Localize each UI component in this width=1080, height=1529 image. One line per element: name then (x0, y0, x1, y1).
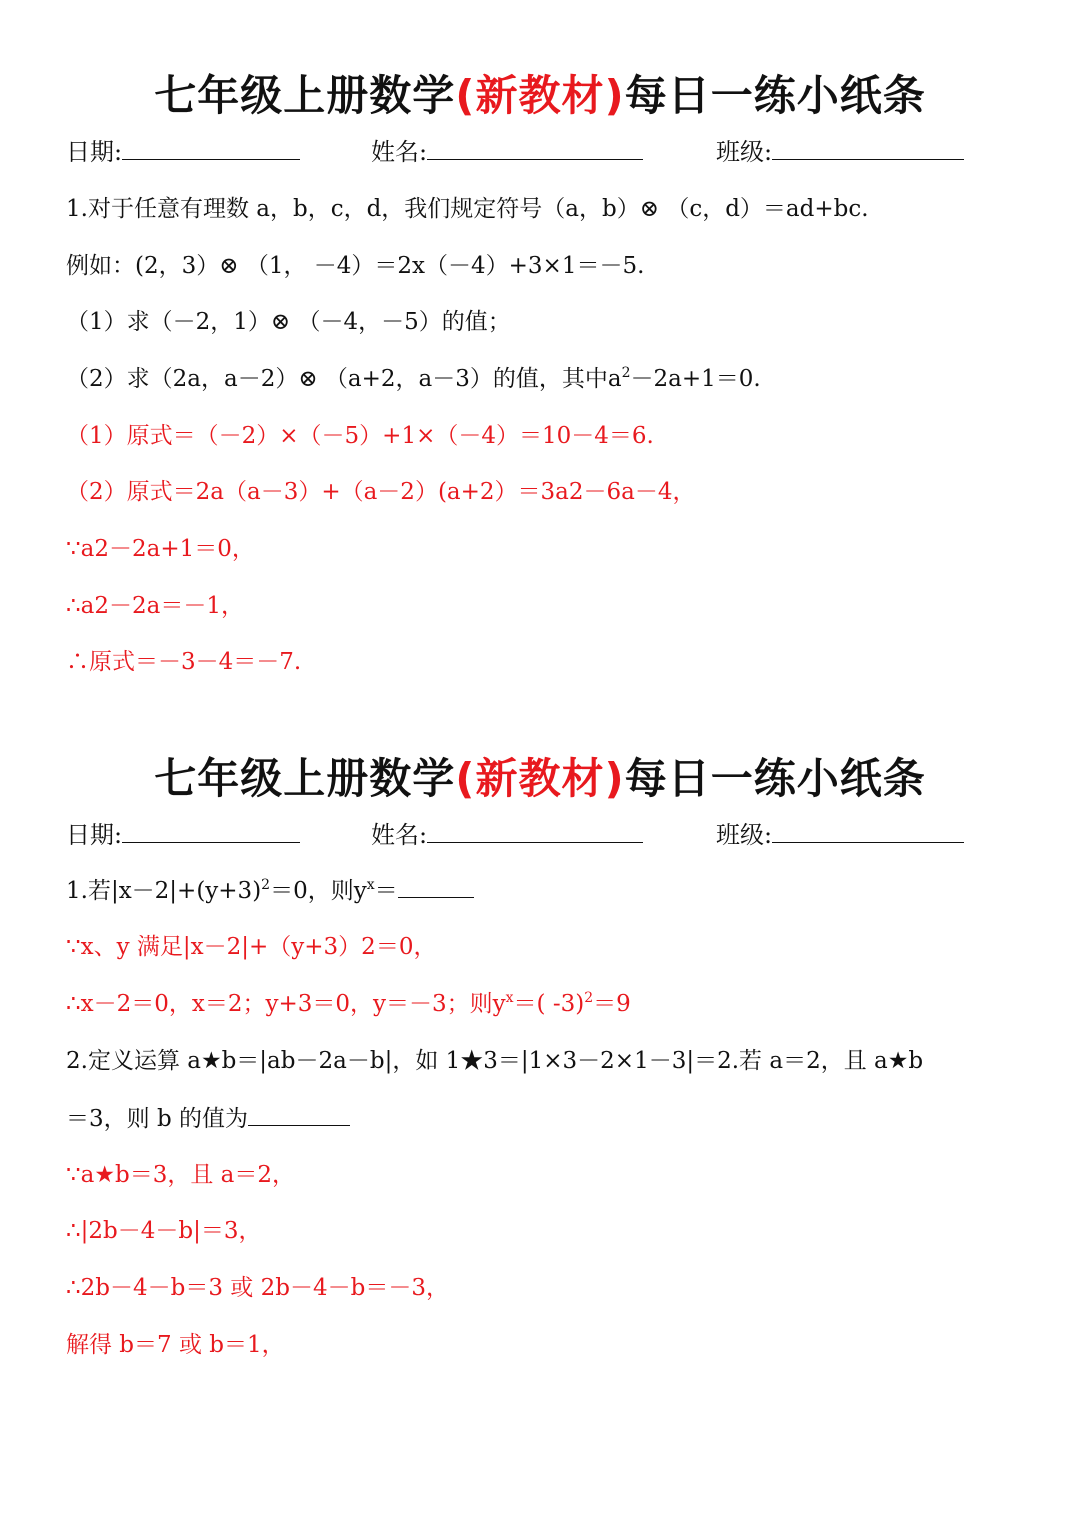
name-blank[interactable] (427, 816, 643, 843)
answer-line: ∴a2－2a＝－1， (66, 593, 244, 619)
example-text: 例如：(2，3）⊗ （1， －4）＝2x（－4）+3×1＝－5. (66, 253, 645, 279)
answer-line: 解得 b＝7 或 b＝1， (66, 1332, 285, 1358)
answer-line (66, 987, 1026, 1021)
class-label: 班级: (716, 821, 773, 849)
worksheet-title (0, 68, 1080, 124)
answer-line: （2）原式＝2a（a－3）+（a－2）(a+2）＝3a2－6a－4， (66, 479, 696, 505)
date-label: 日期: (66, 138, 123, 166)
sub-question-1: （1）求（－2，1）⊗ （－4，－5）的值； (66, 309, 511, 335)
q1-text: ＝ (374, 878, 398, 904)
class-blank[interactable] (772, 133, 964, 160)
class-field (716, 816, 964, 852)
answer-line: ∴2b－4－b＝3 或 2b－4－b＝－3， (66, 1275, 449, 1301)
answer-line: （1）原式＝（－2）×（－5）+1×（－4）＝10－4＝6. (66, 423, 654, 449)
date-field (66, 816, 300, 852)
info-row (0, 816, 1080, 852)
answer-line: ∴原式＝－3－4＝－7. (66, 649, 302, 675)
date-blank[interactable] (122, 816, 300, 843)
q2-text: ＝3，则 b 的值为 (66, 1106, 248, 1132)
answer-text: ＝9 (593, 991, 631, 1017)
answer-line: ∵a★b＝3，且 a＝2， (66, 1162, 295, 1188)
answer-line: ∵a2－2a+1＝0， (66, 536, 255, 562)
date-label: 日期: (66, 821, 123, 849)
question-1 (66, 873, 1026, 908)
sub-question-2-main: （2）求（2a，a－2）⊗ （a+2，a－3）的值，其中a (66, 366, 622, 392)
name-field (371, 133, 643, 169)
worksheet-title (0, 751, 1080, 807)
answer-text: ∴x－2＝0，x＝2；y+3＝0，y＝－3；则y (66, 991, 506, 1017)
exponent: 2 (621, 365, 631, 381)
answer-blank[interactable] (248, 1101, 350, 1126)
class-blank[interactable] (772, 816, 964, 843)
title-highlight: (新教材) (455, 71, 625, 120)
class-label: 班级: (716, 138, 773, 166)
exponent: x (366, 877, 375, 893)
title-tail: 每日一练小纸条 (624, 754, 926, 803)
name-label: 姓名: (371, 138, 428, 166)
name-blank[interactable] (427, 133, 643, 160)
exponent: x (505, 990, 514, 1006)
info-row (0, 133, 1080, 169)
date-blank[interactable] (122, 133, 300, 160)
exponent: 2 (261, 877, 271, 893)
answer-text: ＝( -3) (513, 991, 585, 1017)
title-highlight: (新教材) (455, 754, 625, 803)
title-tail: 每日一练小纸条 (624, 71, 926, 120)
q1-text: 1.若|x－2|+(y+3) (66, 878, 262, 904)
answer-blank[interactable] (398, 873, 474, 898)
question-2-cont (66, 1101, 1026, 1136)
question-2: 2.定义运算 a★b＝|ab－2a－b|，如 1★3＝|1×3－2×1－3|＝2.若 a＝2，且 a★b (66, 1048, 924, 1074)
q1-text: ＝0，则y (270, 878, 367, 904)
title-main: 七年级上册数学 (154, 754, 456, 803)
name-label: 姓名: (371, 821, 428, 849)
name-field (371, 816, 643, 852)
answer-line: ∴|2b－4－b|＝3， (66, 1218, 262, 1244)
date-field (66, 133, 300, 169)
exponent: 2 (584, 990, 594, 1006)
title-main: 七年级上册数学 (154, 71, 456, 120)
question-text: 1.对于任意有理数 a，b，c，d，我们规定符号（a，b）⊗ （c，d）＝ad+bc. (66, 196, 869, 222)
sub-question-2-tail: －2a+1＝0. (630, 366, 761, 392)
sub-question-2 (66, 362, 1026, 396)
answer-line: ∵x、y 满足|x－2|+（y+3）2＝0， (66, 934, 437, 960)
class-field (716, 133, 964, 169)
